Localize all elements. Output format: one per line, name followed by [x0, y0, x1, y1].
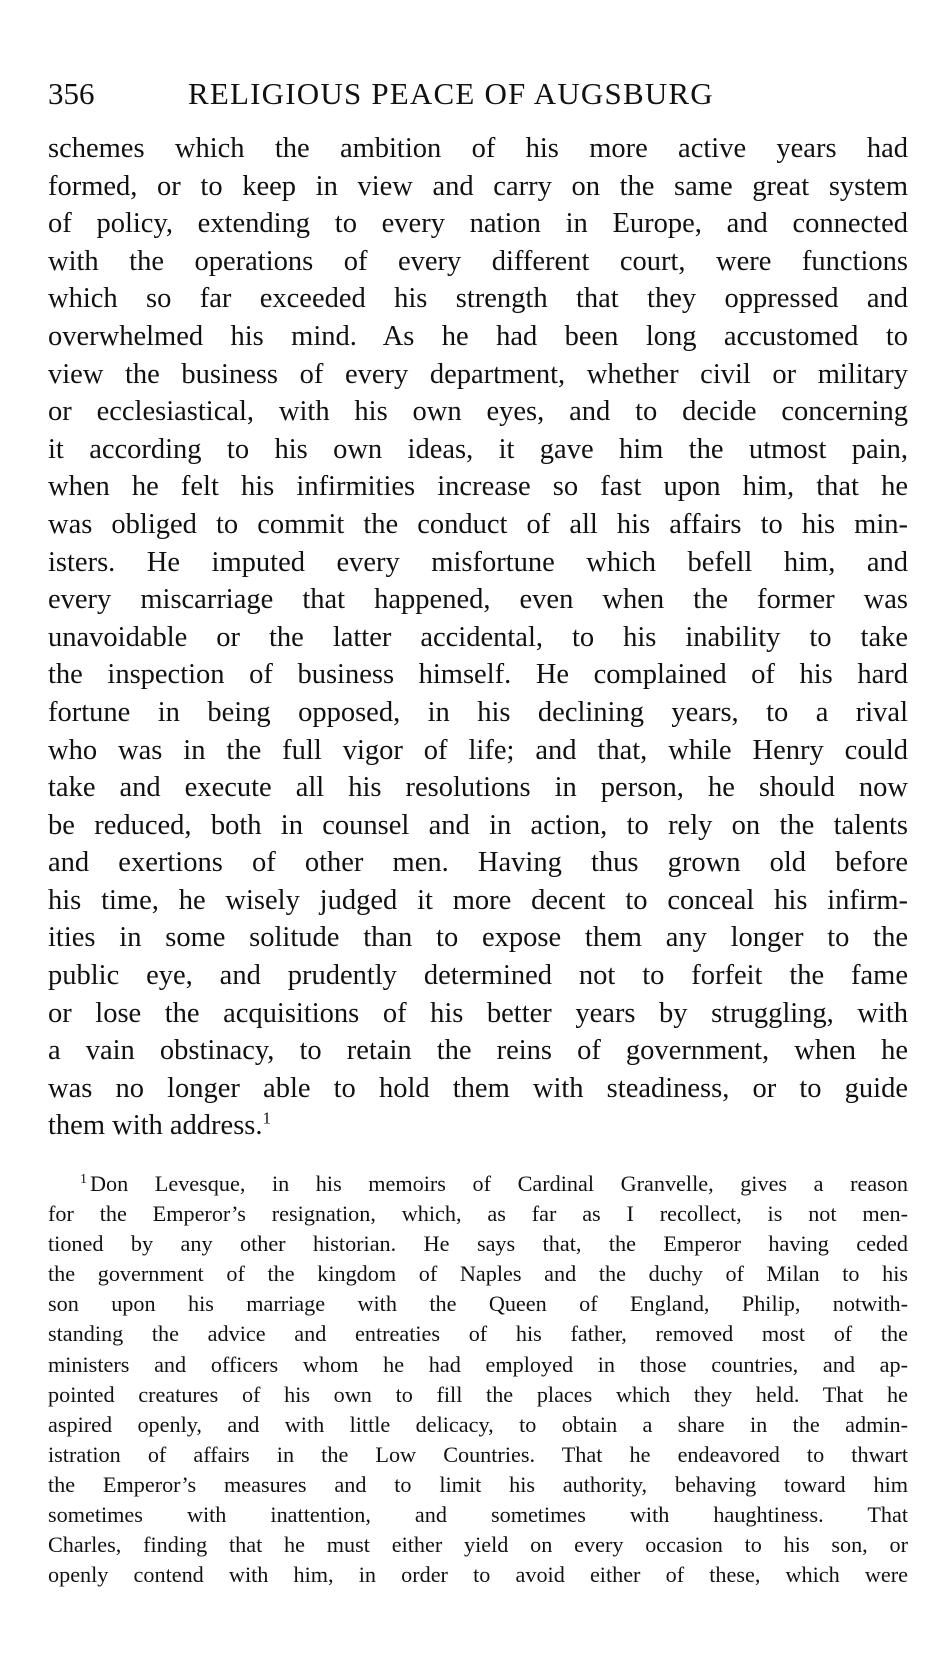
footnote-line: openly contend with him, in order to avoid either of these, which were	[48, 1562, 908, 1588]
body-text	[48, 130, 908, 1145]
body-line: overwhelmed his mind. As he had been long accustomed to	[48, 320, 908, 352]
footnote-line-text: Don Levesque, in his memoirs of Cardinal Granvelle, gives a reason	[90, 1171, 908, 1196]
body-line: every miscarriage that happened, even when the former was	[48, 584, 908, 616]
footnote-line: tioned by any other historian. He says that, the Emperor having ceded	[48, 1231, 908, 1257]
body-line: his time, he wisely judged it more decent to conceal his infirm-	[48, 884, 908, 916]
body-line: of policy, extending to every nation in Europe, and connected	[48, 208, 908, 240]
body-line: it according to his own ideas, it gave him the utmost pain,	[48, 433, 908, 465]
body-line: was obliged to commit the conduct of all his affairs to his min-	[48, 508, 908, 540]
footnote-marker: 1	[80, 1171, 87, 1187]
footnote-line: the Emperor’s measures and to limit his authority, behaving toward him	[48, 1471, 908, 1497]
footnote-line: istration of affairs in the Low Countries. That he endeavored to thwart	[48, 1441, 908, 1467]
body-line: who was in the full vigor of life; and that, while Henry could	[48, 734, 908, 766]
footnote-line: aspired openly, and with little delicacy, to obtain a share in the admin-	[48, 1411, 908, 1437]
footnote-line: the government of the kingdom of Naples and the duchy of Milan to his	[48, 1261, 908, 1287]
footnote-line: son upon his marriage with the Queen of England, Philip, notwith-	[48, 1291, 908, 1317]
body-line: or lose the acquisitions of his better years by struggling, with	[48, 997, 908, 1029]
body-line: public eye, and prudently determined not to forfeit the fame	[48, 960, 908, 992]
body-line: or ecclesiastical, with his own eyes, and to decide concerning	[48, 396, 908, 428]
footnote-line	[48, 1169, 908, 1199]
body-line: when he felt his infirmities increase so fast upon him, that he	[48, 471, 908, 503]
body-line: ities in some solitude than to expose them any longer to the	[48, 922, 908, 954]
body-line-last	[48, 1107, 908, 1145]
body-line: with the operations of every different court, were functions	[48, 245, 908, 277]
footnote-line: standing the advice and entreaties of his father, removed most of the	[48, 1321, 908, 1347]
page-number: 356	[48, 76, 95, 111]
footnote-line: for the Emperor’s resignation, which, as far as I recollect, is not men-	[48, 1201, 908, 1227]
body-line: fortune in being opposed, in his declining years, to a rival	[48, 696, 908, 728]
body-line: a vain obstinacy, to retain the reins of government, when he	[48, 1035, 908, 1067]
body-line: was no longer able to hold them with steadiness, or to guide	[48, 1072, 908, 1104]
body-line: be reduced, both in counsel and in action, to rely on the talents	[48, 809, 908, 841]
body-line: formed, or to keep in view and carry on the same great system	[48, 170, 908, 202]
body-line: unavoidable or the latter accidental, to his inability to take	[48, 621, 908, 653]
body-line: take and execute all his resolutions in person, he should now	[48, 772, 908, 804]
body-line: schemes which the ambition of his more active years had	[48, 133, 908, 164]
page-header	[48, 72, 908, 116]
footnote-line: ministers and officers whom he had employed in those countries, and ap-	[48, 1351, 908, 1377]
body-line: view the business of every department, whether civil or military	[48, 358, 908, 390]
body-line: isters. He imputed every misfortune which befell him, and	[48, 546, 908, 578]
footnote	[48, 1169, 908, 1590]
footnote-line: pointed creatures of his own to fill the places which they held. That he	[48, 1381, 908, 1407]
body-line: the inspection of business himself. He complained of his hard	[48, 659, 908, 691]
footnote-line: sometimes with inattention, and sometimes with haughtiness. That	[48, 1502, 908, 1528]
footnote-line: Charles, finding that he must either yield on every occasion to his son, or	[48, 1532, 908, 1558]
footnote-reference[interactable]: 1	[262, 1108, 272, 1128]
running-head: RELIGIOUS PEACE OF AUGSBURG	[188, 76, 714, 111]
body-last-line-text: them with address.	[48, 1110, 263, 1142]
body-line: which so far exceeded his strength that they oppressed and	[48, 283, 908, 315]
body-line: and exertions of other men. Having thus grown old before	[48, 847, 908, 879]
